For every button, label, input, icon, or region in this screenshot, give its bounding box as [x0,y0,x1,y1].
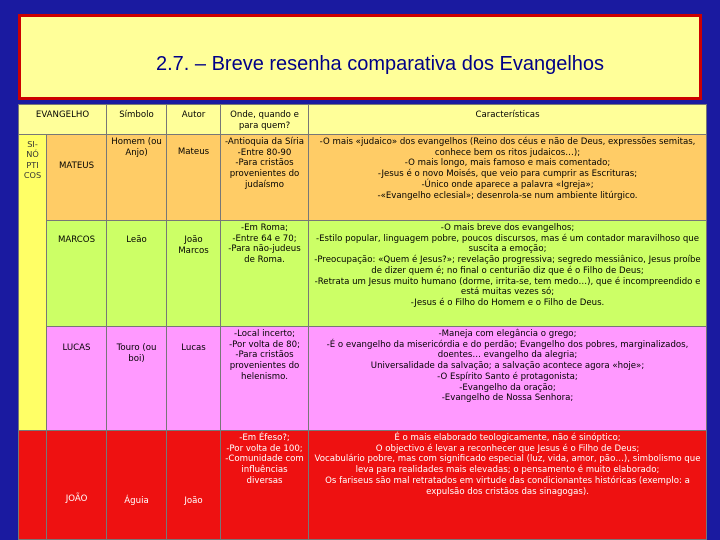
onde-line: -Em Roma; [241,223,289,233]
onde-cell [221,431,309,540]
onde-line: -Entre 80-90 [237,147,292,158]
onde-cell [221,135,309,221]
caracteristica-line: -Evangelho da oração; [459,382,556,393]
header-autor: Autor [167,105,221,135]
evangelho-name: MARCOS [47,221,107,327]
caracteristica-line: É o mais elaborado teologicamente, não é sinóptico; [394,433,621,443]
simbolo-cell: Homem (ou Anjo) [107,135,167,221]
caracteristica-line: -O mais «judaico» dos evangelhos (Reino dos céus e não de Deus, expressões semitas, conhece bem os ritos judaicos…); [319,137,696,158]
caracteristica-line: -Retrata um Jesus muito humano (dorme, irrita-se, tem medo…), que é incompreendido e está muitas vezes só; [314,276,701,298]
header-onde: Onde, quando e para quem? [221,105,309,135]
caracteristica-line: -Estilo popular, linguagem pobre, poucos discursos, mas é um contador maravilhoso que suscita a emoção; [315,233,700,255]
onde-line: -Por volta de 80; [229,339,300,350]
evangelho-name: JOÃO [47,431,107,540]
caracteristica-line: -Evangelho de Nossa Senhora; [441,393,574,404]
table-row-marcos [19,221,707,327]
onde-cell [221,221,309,327]
caracteristica-line: O objectivo é levar a reconhecer que Jesus é o Filho de Deus; [375,443,640,454]
simbolo-cell: Leão [107,221,167,327]
onde-line: -Para cristãos provenientes do judaísmo [229,158,300,190]
onde-line: -Antioquia da Síria [225,137,305,147]
caracteristica-line: -Maneja com elegância o grego; [438,329,577,339]
header-evangelho: EVANGELHO [19,105,107,135]
header-row [19,105,707,135]
autor-cell: Mateus [167,135,221,221]
caracteristica-line: -É o evangelho da misericórdia e do perdão; Evangelho dos pobres, marginalizados, doentes… evangelho da alegria; [326,339,689,361]
table-row-mateus [19,135,707,221]
simbolo-cell: Touro (ou boi) [107,327,167,431]
onde-cell [221,327,309,431]
page-title: 2.7. – Breve resenha comparativa dos Evangelhos [155,53,605,75]
caracteristicas-cell [309,431,707,540]
evangelho-name: MATEUS [47,135,107,221]
onde-line: -Local incerto; [234,329,296,339]
onde-line: -Entre 64 e 70; [232,233,297,244]
caracteristica-line: -«Evangelho eclesial»; desenrola-se num ambiente litúrgico. [377,190,638,201]
simbolo-cell: Águia [107,431,167,540]
comparison-table [18,104,707,540]
caracteristicas-cell [309,327,707,431]
caracteristica-line: -Jesus é o Filho do Homem e o Filho de Deus. [410,298,605,309]
header-caracteristicas: Características [309,105,707,135]
title-banner [18,14,702,100]
onde-line: -Em Éfeso?; [239,433,290,443]
evangelho-name: LUCAS [47,327,107,431]
caracteristica-line: -O Espírito Santo é protagonista; [437,371,578,382]
autor-cell: João Marcos [167,221,221,327]
caracteristica-line: Universalidade da salvação; a salvação acontece agora «hoje»; [370,361,645,372]
onde-line: -Para cristãos provenientes do helenismo. [229,350,300,382]
autor-cell: Lucas [167,327,221,431]
header-simbolo: Símbolo [107,105,167,135]
caracteristicas-cell [309,221,707,327]
caracteristica-line: -Preocupação: «Quem é Jesus?»; revelação progressiva; segredo messiânico, Jesus proíbe de dizer quem é; no final o centurião diz que é o Filho de Deus; [314,255,701,276]
table-row-lucas [19,327,707,431]
autor-cell: João [167,431,221,540]
onde-line: -Para não-judeus de Roma. [228,244,301,266]
onde-line: -Por volta de 100; [226,443,303,454]
caracteristica-line: -Jesus é o novo Moisés, que veio para cumprir as Escrituras; [377,169,638,180]
caracteristicas-cell [309,135,707,221]
table-row-joao [19,431,707,540]
caracteristica-line: Vocabulário pobre, mas com significado especial (luz, vida, amor, pão…), simbolismo que leva para realidades mais elevadas; o pensamento é muito elaborado; [314,454,701,476]
onde-line: -Comunidade com influências diversas [225,454,304,486]
caracteristica-line: -O mais breve dos evangelhos; [440,223,575,233]
caracteristica-line: Os fariseus são mal retratados em virtude das condicionantes históricas (exemplo: a expulsão dos cristãos das sinagogas). [325,475,690,497]
caracteristica-line: -Único onde aparece a palavra «Igreja»; [421,179,594,190]
sinopticos-label: SI-NÓ PTI COS [19,135,47,431]
caracteristica-line: -O mais longo, mais famoso e mais comentado; [404,158,611,169]
